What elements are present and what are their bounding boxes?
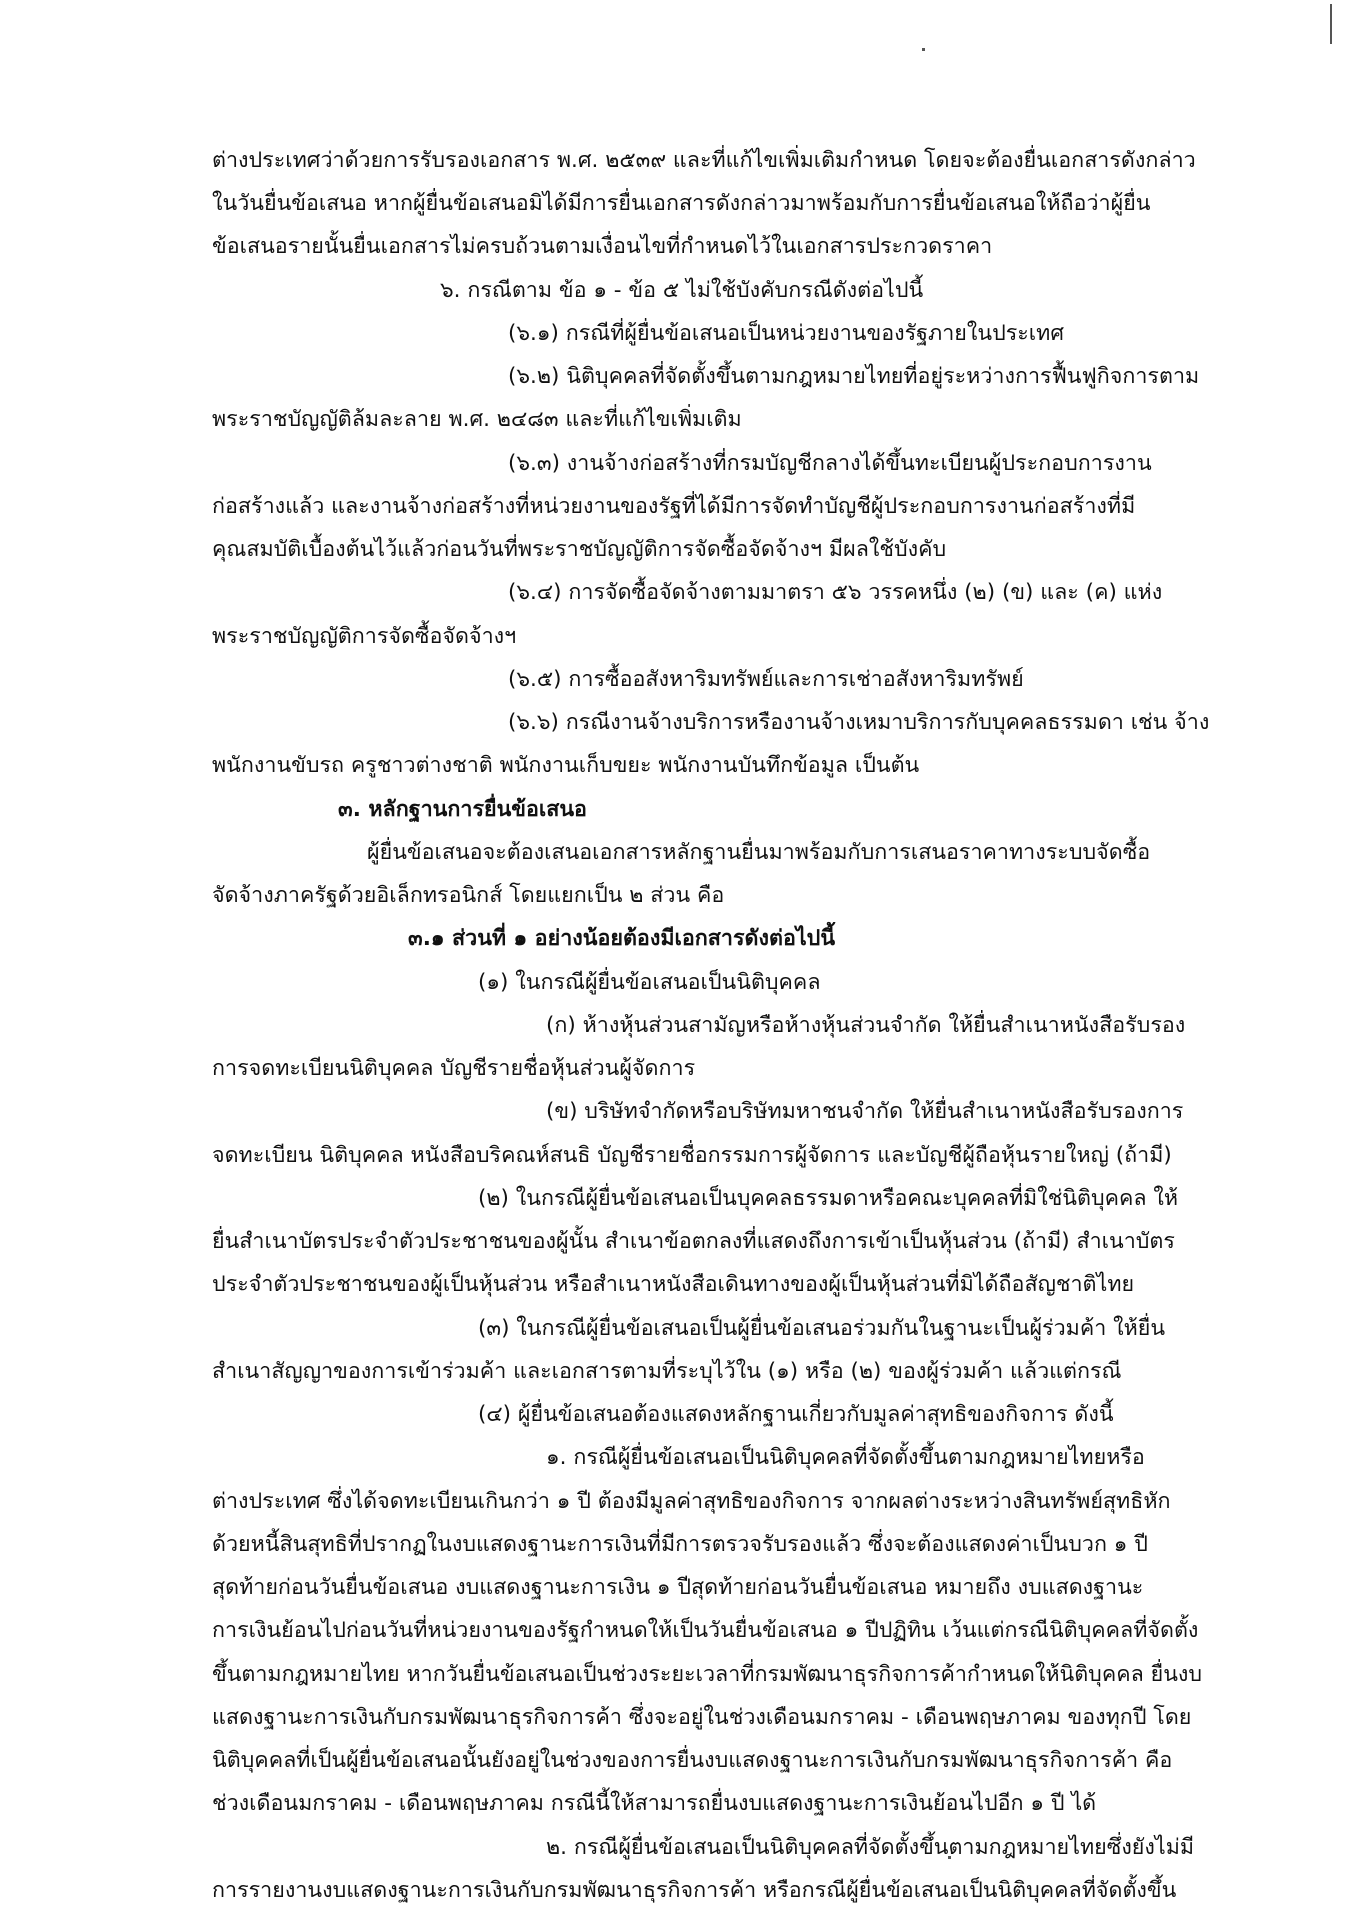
- text-line: จัดจ้างภาครัฐด้วยอิเล็กทรอนิกส์ โดยแยกเป็น ๒ ส่วน คือ: [212, 883, 725, 908]
- text-line: (๖.๑) กรณีที่ผู้ยื่นข้อเสนอเป็นหน่วยงานของรัฐภายในประเทศ: [508, 321, 1064, 346]
- text-line: พระราชบัญญัติการจัดซื้อจัดจ้างฯ: [212, 624, 517, 649]
- text-line: พระราชบัญญัติล้มละลาย พ.ศ. ๒๔๘๓ และที่แก้ไขเพิ่มเติม: [212, 407, 742, 432]
- text-line: นิติบุคคลที่เป็นผู้ยื่นข้อเสนอนั้นยังอยู่ในช่วงของการยื่นงบแสดงฐานะการเงินกับกรมพัฒนาธุรกิจการค้า คือ: [212, 1748, 1173, 1773]
- text-line: (๖.๕) การซื้ออสังหาริมทรัพย์และการเช่าอสังหาริมทรัพย์: [508, 667, 1024, 692]
- text-line: แสดงฐานะการเงินกับกรมพัฒนาธุรกิจการค้า ซึ่งจะอยู่ในช่วงเดือนมกราคม - เดือนพฤษภาคม ของทุกปี โดย: [212, 1705, 1192, 1730]
- text-line: (๔) ผู้ยื่นข้อเสนอต้องแสดงหลักฐานเกี่ยวกับมูลค่าสุทธิของกิจการ ดังนี้: [478, 1402, 1114, 1427]
- text-line: ข้อเสนอรายนั้นยื่นเอกสารไม่ครบถ้วนตามเงื่อนไขที่กำหนดไว้ในเอกสารประกวดราคา: [212, 234, 993, 259]
- text-line: สำเนาสัญญาของการเข้าร่วมค้า และเอกสารตามที่ระบุไว้ใน (๑) หรือ (๒) ของผู้ร่วมค้า แล้วแต่กรณี: [212, 1359, 1122, 1384]
- text-line: (๓) ในกรณีผู้ยื่นข้อเสนอเป็นผู้ยื่นข้อเสนอร่วมกันในฐานะเป็นผู้ร่วมค้า ให้ยื่น: [478, 1316, 1166, 1341]
- text-line: ๓.๑ ส่วนที่ ๑ อย่างน้อยต้องมีเอกสารดังต่อไปนี้: [408, 926, 836, 951]
- text-line: ประจำตัวประชาชนของผู้เป็นหุ้นส่วน หรือสำเนาหนังสือเดินทางของผู้เป็นหุ้นส่วนที่มิได้ถือสัญชาติไทย: [212, 1272, 1135, 1297]
- text-line: (๖.๒) นิติบุคคลที่จัดตั้งขึ้นตามกฎหมายไทยที่อยู่ระหว่างการฟื้นฟูกิจการตาม: [508, 364, 1200, 389]
- text-line: (๒) ในกรณีผู้ยื่นข้อเสนอเป็นบุคคลธรรมดาหรือคณะบุคคลที่มิใช่นิติบุคคล ให้: [478, 1186, 1179, 1211]
- text-line: ช่วงเดือนมกราคม - เดือนพฤษภาคม กรณีนี้ให้สามารถยื่นงบแสดงฐานะการเงินย้อนไปอีก ๑ ปี ได้: [212, 1791, 1097, 1816]
- scan-mark-edge: [1330, 4, 1332, 44]
- text-line: ๖. กรณีตาม ข้อ ๑ - ข้อ ๕ ไม่ใช้บังคับกรณีดังต่อไปนี้: [440, 278, 924, 303]
- text-line: ต่างประเทศว่าด้วยการรับรองเอกสาร พ.ศ. ๒๕๓๙ และที่แก้ไขเพิ่มเติมกำหนด โดยจะต้องยื่นเอกสารดังกล่าว: [212, 148, 1196, 173]
- text-line: (๖.๓) งานจ้างก่อสร้างที่กรมบัญชีกลางได้ขึ้นทะเบียนผู้ประกอบการงาน: [508, 451, 1152, 476]
- text-line: สุดท้ายก่อนวันยื่นข้อเสนอ งบแสดงฐานะการเงิน ๑ ปีสุดท้ายก่อนวันยื่นข้อเสนอ หมายถึง งบแสดงฐานะ: [212, 1575, 1144, 1600]
- text-line: พนักงานขับรถ ครูชาวต่างชาติ พนักงานเก็บขยะ พนักงานบันทึกข้อมูล เป็นต้น: [212, 753, 920, 778]
- text-line: ๒. กรณีผู้ยื่นข้อเสนอเป็นนิติบุคคลที่จัดตั้งขึ้นตามกฎหมายไทยซึ่งยังไม่มี: [546, 1835, 1195, 1860]
- scan-mark-top: [922, 48, 925, 51]
- text-line: จดทะเบียน นิติบุคคล หนังสือบริคณห์สนธิ บัญชีรายชื่อกรรมการผู้จัดการ และบัญชีผู้ถือหุ้นรายใหญ่ (ถ้ามี): [212, 1143, 1172, 1168]
- text-line: ด้วยหนี้สินสุทธิที่ปรากฏในงบแสดงฐานะการเงินที่มีการตรวจรับรองแล้ว ซึ่งจะต้องแสดงค่าเป็นบวก ๑ ปี: [212, 1532, 1148, 1557]
- text-line: คุณสมบัติเบื้องต้นไว้แล้วก่อนวันที่พระราชบัญญัติการจัดซื้อจัดจ้างฯ มีผลใช้บังคับ: [212, 537, 947, 562]
- text-line: ต่างประเทศ ซึ่งได้จดทะเบียนเกินกว่า ๑ ปี ต้องมีมูลค่าสุทธิของกิจการ จากผลต่างระหว่างสินทรัพย์สุทธิหัก: [212, 1489, 1171, 1514]
- text-line: การรายงานงบแสดงฐานะการเงินกับกรมพัฒนาธุรกิจการค้า หรือกรณีผู้ยื่นข้อเสนอเป็นนิติบุคคลที่จัดตั้งขึ้น: [212, 1878, 1177, 1903]
- text-line: ผู้ยื่นข้อเสนอจะต้องเสนอเอกสารหลักฐานยื่นมาพร้อมกับการเสนอราคาทางระบบจัดซื้อ: [367, 840, 1151, 865]
- text-line: (๖.๖) กรณีงานจ้างบริการหรืองานจ้างเหมาบริการกับบุคคลธรรมดา เช่น จ้าง: [508, 710, 1210, 735]
- text-line: ยื่นสำเนาบัตรประจำตัวประชาชนของผู้นั้น สำเนาข้อตกลงที่แสดงถึงการเข้าเป็นหุ้นส่วน (ถ้ามี) สำเนาบัตร: [212, 1229, 1175, 1254]
- text-line: ๑. กรณีผู้ยื่นข้อเสนอเป็นนิติบุคคลที่จัดตั้งขึ้นตามกฎหมายไทยหรือ: [546, 1445, 1145, 1470]
- text-line: (๖.๔) การจัดซื้อจัดจ้างตามมาตรา ๕๖ วรรคหนึ่ง (๒) (ข) และ (ค) แห่ง: [508, 580, 1163, 605]
- text-line: (ก) ห้างหุ้นส่วนสามัญหรือห้างหุ้นส่วนจำกัด ให้ยื่นสำเนาหนังสือรับรอง: [546, 1013, 1186, 1038]
- text-line: การจดทะเบียนนิติบุคคล บัญชีรายชื่อหุ้นส่วนผู้จัดการ: [212, 1056, 696, 1081]
- text-line: ขึ้นตามกฎหมายไทย หากวันยื่นข้อเสนอเป็นช่วงระยะเวลาที่กรมพัฒนาธุรกิจการค้ากำหนดให้นิติบุคคล ยื่นงบ: [212, 1662, 1203, 1687]
- text-line: ก่อสร้างแล้ว และงานจ้างก่อสร้างที่หน่วยงานของรัฐที่ได้มีการจัดทำบัญชีผู้ประกอบการงานก่อสร้างที่มี: [212, 494, 1136, 519]
- text-line: (๑) ในกรณีผู้ยื่นข้อเสนอเป็นนิติบุคคล: [478, 970, 821, 995]
- text-line: การเงินย้อนไปก่อนวันที่หน่วยงานของรัฐกำหนดให้เป็นวันยื่นข้อเสนอ ๑ ปีปฏิทิน เว้นแต่กรณีนิติบุคคลที่จัดตั้ง: [212, 1618, 1199, 1643]
- text-line: ในวันยื่นข้อเสนอ หากผู้ยื่นข้อเสนอมิได้มีการยื่นเอกสารดังกล่าวมาพร้อมกับการยื่นข้อเสนอให้ถือว่าผู้ยื่น: [212, 191, 1151, 216]
- text-line: ๓. หลักฐานการยื่นข้อเสนอ: [338, 797, 587, 822]
- text-line: (ข) บริษัทจำกัดหรือบริษัทมหาชนจำกัด ให้ยื่นสำเนาหนังสือรับรองการ: [546, 1099, 1184, 1124]
